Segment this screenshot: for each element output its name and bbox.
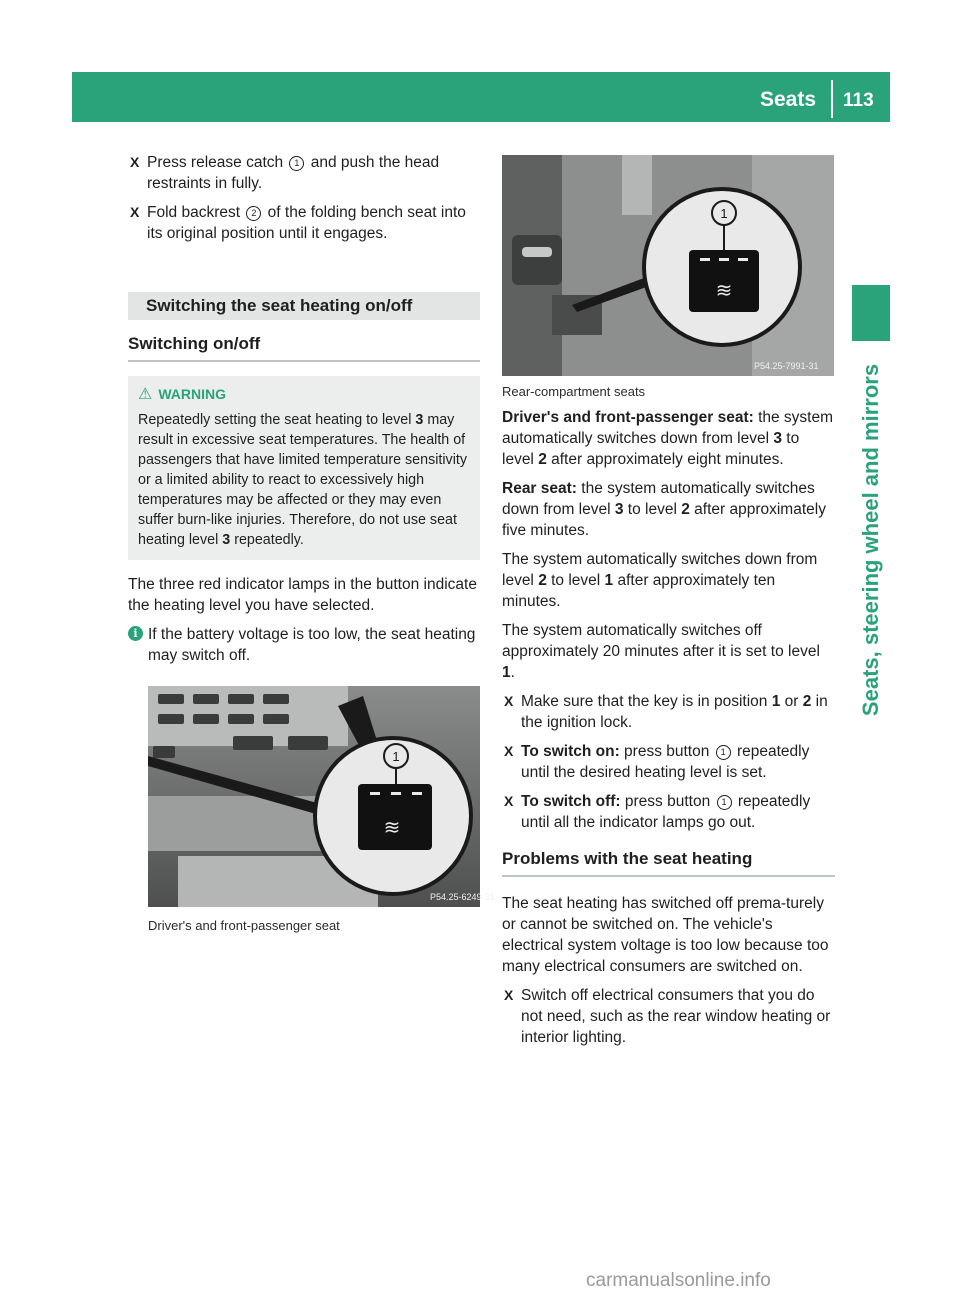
page-section-title: Seats: [760, 88, 817, 111]
photo-rear-seat-button: [502, 155, 834, 376]
problems-heading: Problems with the seat heating: [502, 849, 835, 877]
step-switch-off-consumers: X Switch off electrical consumers that you do not need, such as the rear window heating or interior lighting.: [504, 987, 831, 1046]
chapter-title: Seats, steering wheel and mirrors: [858, 363, 883, 717]
subsection-title: Switching on/off: [128, 334, 480, 362]
svg-text:≋: ≋: [715, 278, 733, 302]
info-note: i If the battery voltage is too low, the seat heating may switch off.: [128, 624, 480, 666]
info-icon: i: [128, 626, 143, 641]
photo-caption-front: Driver's and front-passenger seat: [148, 918, 340, 933]
switch-down-text: The system automatically switches down from level 2 to level 1 after approximately ten minutes.: [502, 551, 818, 610]
switch-off-text: The system automatically switches off approximately 20 minutes after it is set to level 1.: [502, 622, 820, 681]
problems-text: The seat heating has switched off prema-turely or cannot be switched on. The vehicle's electrical system voltage is too low because too many electrical consumers are switched on.: [502, 895, 829, 975]
driver-seat-text: Driver's and front-passenger seat: the system automatically switches down from level 3 to level 2 after approximately eight minutes.: [502, 409, 834, 468]
step-arrow-icon: X: [504, 987, 514, 1003]
photo-reference-code: P54.25-7991-31: [754, 361, 819, 371]
callout-1-icon: 1: [289, 156, 304, 171]
watermark: carmanualsonline.info: [586, 1270, 771, 1291]
warning-box: [128, 376, 480, 560]
warning-title: ⚠ WARNING: [138, 386, 227, 403]
svg-text:≋: ≋: [383, 815, 401, 839]
page-number: 113: [843, 90, 874, 111]
left-column: [128, 152, 480, 678]
chapter-tab: [852, 285, 890, 341]
right-column: [502, 384, 835, 1056]
rear-seat-text: Rear seat: the system automatically switches down from level 3 to level 2 after approximately five minutes.: [502, 480, 826, 539]
callout-1-icon: 1: [716, 745, 731, 760]
step-switch-off: X To switch off: press button 1 repeatedly until all the indicator lamps go out.: [504, 793, 811, 831]
warning-triangle-icon: ⚠: [138, 386, 153, 403]
warning-text: Repeatedly setting the seat heating to level 3 may result in excessive seat temperatures. The health of passengers that have limited temperature sensitivity or a limited ability to react to excessively high temperatures may be affected or they may even suffer burn-like injuries. Therefore, do not use seat heating level 3 repeatedly.: [138, 412, 467, 548]
step-switch-on: X To switch on: press button 1 repeatedly until the desired heating level is set.: [504, 743, 810, 781]
photo-reference-code: P54.25-6249-31: [430, 892, 495, 902]
step-arrow-icon: X: [130, 204, 140, 220]
photo-front-seat-buttons: [148, 686, 495, 907]
indicator-text: The three red indicator lamps in the button indicate the heating level you have selected.: [128, 576, 477, 614]
photo-callout-number: 1: [392, 749, 400, 764]
section-title: Switching the seat heating on/off: [128, 292, 480, 320]
step-arrow-icon: X: [130, 154, 140, 170]
step-arrow-icon: X: [504, 793, 514, 809]
photo-callout-number: 1: [720, 206, 728, 221]
step-key-position: X Make sure that the key is in position 1 or 2 in the ignition lock.: [504, 693, 828, 731]
callout-2-icon: 2: [246, 206, 261, 221]
step-fold-backrest: X Fold backrest 2 of the folding bench seat into its original position until it engages.: [130, 204, 466, 242]
step-release-catch: X Press release catch 1 and push the head restraints in fully.: [130, 154, 440, 192]
header-divider: [831, 80, 833, 118]
step-arrow-icon: X: [504, 693, 514, 709]
step-arrow-icon: X: [504, 743, 514, 759]
callout-1-icon: 1: [717, 795, 732, 810]
photo-caption-rear: Rear-compartment seats: [502, 384, 646, 399]
